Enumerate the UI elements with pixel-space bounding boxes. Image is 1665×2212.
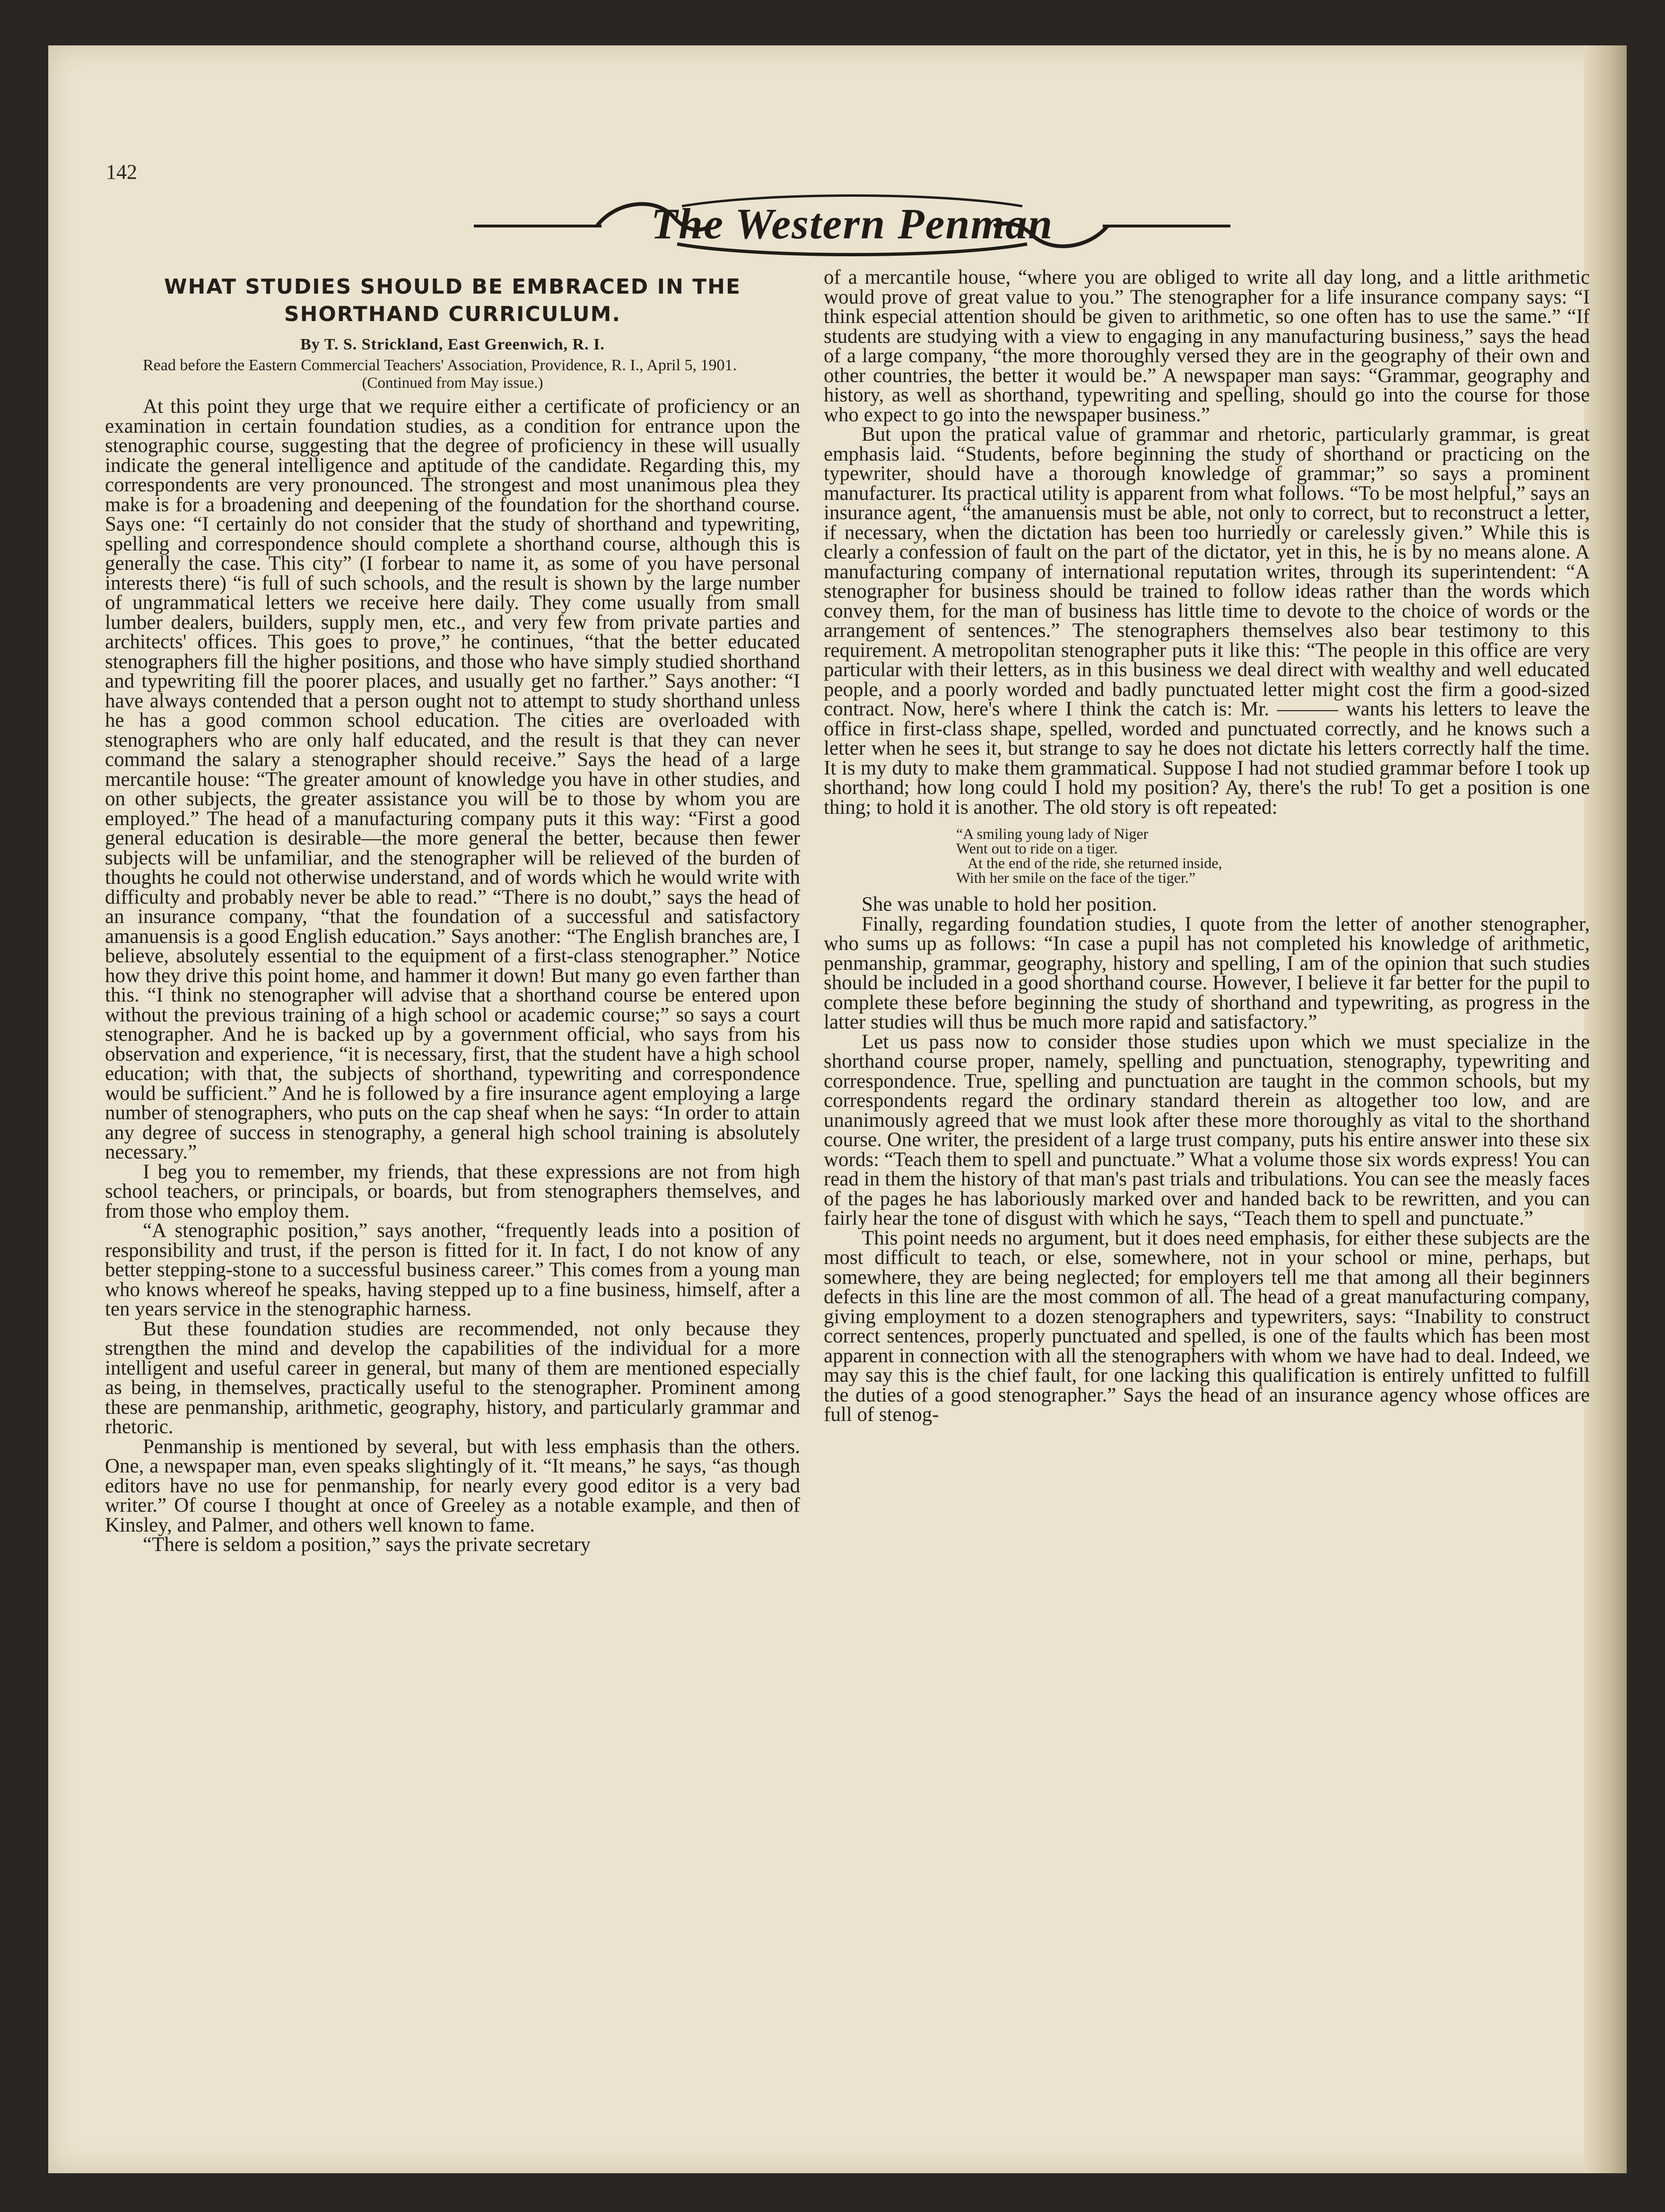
paragraph: “There is seldom a position,” says the private secretary xyxy=(143,1533,591,1556)
paragraph: But upon the pratical value of grammar and rhetoric, particularly grammar, is great emphasis laid. “Students, before beginning the study of shorthand or practicing on the typewriter, should have a thorough knowledge of grammar;” so says a prominent manufacturer. Its practical utility is apparent from what follows. “To be most helpful,” says an insurance agent, “the amanuensis must be able, not only to correct, but to reconstruct a letter, if necessary, when the dictation has been too hurriedly or carelessly given.” While this is clearly a confession of fault on the part of the dictator, yet in this, he is by no means alone. A manufacturing company of international reputation writes, through its superintendent: “A stenographer for business should be trained to follow ideas rather than the words which convey them, for the man of business has little time to devote to the choice of words or the arrangement of sentences.” The stenographers themselves also bear testimony to this requirement. A metropolitan stenographer puts it like this: “The people in this office are very particular with their letters, as in this business we deal direct with wealthy and well educated people, and a poorly worded and badly punctuated letter might cost the firm a good-sized contract. Now, here's where I think the catch is: Mr. ——— wants his letters to leave the office in first-class shape, spelled, worded and punctuated correctly, and he knows such a letter when he sees it, but strange to say he does not dictate his letters correctly half the time. It is my duty to make them grammatical. Suppose I had not studied grammar before I took up shorthand; how long could I hold my position? Ay, there's the rub! To get a position is one thing; to hold it is another. The old story is oft repeated: xyxy=(824,423,1590,819)
page-spine xyxy=(1584,45,1627,2173)
paragraph: Let us pass now to consider those studies upon which we must specialize in the shorthand course proper, namely, spelling and punctuation, stenography, typewriting and correspondence. True, spelling and punctuation are taught in the common schools, but my correspondents regard the ordinary standard therein as altogether too low, and are unanimously agreed that we must look after these more thoroughly as vital to the shorthand course. One writer, the president of a large trust company, puts his entire answer into these six words: “Teach them to spell and punctuate.” What a volume those six words express! You can read in them the history of that man's past trials and tribulations. You can see the measly faces of the pages he has laboriously marked over and handed back to be rewritten, and you can fairly hear the tone of disgust with which he says, “Teach them to spell and punctuate.” xyxy=(824,1030,1590,1229)
article-byline: By T. S. Strickland, East Greenwich, R. I. xyxy=(300,336,605,353)
right-column xyxy=(824,268,1590,1425)
poem-line: At the end of the ride, she returned inside, xyxy=(968,854,1222,871)
continued-note: (Continued from May issue.) xyxy=(362,374,543,392)
paragraph: of a mercantile house, “where you are obliged to write all day long, and a little arithmetic would prove of great value to you.” The stenographer for a life insurance company says: “I think especial attention should be given to arithmetic, so one often has to use the same.” “If students are studying with a view to engaging in any manufacturing business,” says the head of a large company, “the more thoroughly versed they are in the geography of their own and other countries, the better it would be.” A newspaper man says: “Grammar, geography and history, as well as shorthand, typewriting and spelling, should go into the course for those who expect to go into the newspaper business.” xyxy=(824,266,1590,426)
masthead-text: The Western Penman xyxy=(651,200,1054,248)
masthead-logo xyxy=(474,183,1230,263)
poem-quote xyxy=(956,827,1590,885)
paragraph: I beg you to remember, my friends, that these expressions are not from high school teachers, or principals, or boards, but from stenographers themselves, and from those who employ them. xyxy=(105,1160,800,1222)
paragraph: Penmanship is mentioned by several, but with less emphasis than the others. One, a newspaper man, even speaks slightingly of it. “It means,” he says, “as though editors have no use for penmanship, for nearly every good editor is a very bad writer.” Of course I thought at once of Greeley as a notable example, and then of Kinsley, and Palmer, and others well known to fame. xyxy=(105,1435,800,1536)
left-column xyxy=(105,268,800,1555)
article-title: WHAT STUDIES SHOULD BE EMBRACED IN THE SHORTHAND CURRICULUM. xyxy=(164,275,741,326)
poem-line: Went out to ride on a tiger. xyxy=(956,840,1118,857)
magazine-page xyxy=(48,45,1627,2173)
paragraph: At this point they urge that we require either a certificate of proficiency or an examination in certain foundation studies, as a condition for entrance upon the stenographic course, suggesting that the degree of proficiency in these will usually indicate the general intelligence and aptitude of the candidate. Regarding this, my correspondents are very pronounced. The strongest and most unanimous plea they make is for a broadening and deepening of the foundation for the shorthand course. Says one: “I certainly do not consider that the study of shorthand and typewriting, spelling and correspondence should complete a shorthand course, although this is generally the case. This city” (I forbear to name it, as some of you have personal interests there) “is full of such schools, and the result is shown by the large number of ungrammatical letters we receive here daily. They come usually from small lumber dealers, builders, supply men, etc., and very few from private parties and architects' offices. This goes to prove,” he continues, “that the better educated stenographers fill the higher positions, and those who have simply studied shorthand and typewriting fill the poorer places, and usually get no farther.” Says another: “I have always contended that a person ought not to attempt to study shorthand unless he has a good common school education. The cities are overloaded with stenographers who are only half educated, and the result is that they can never command the salary a stenographer should receive.” Says the head of a large mercantile house: “The greater amount of knowledge you have in other studies, and on other subjects, the greater assistance you will be to those by whom you are employed.” The head of a manufacturing company puts it this way: “First a good general education is desirable—the more general the better, because then fewer subjects will be unfamiliar, and the stenographer will be relieved of the burden of thoughts he could not otherwise understand, and of words which he would write with difficulty and probably never be able to read.” “There is no doubt,” says the head of an insurance company, “that the foundation of a successful and satisfactory amanuensis is a good English education.” Says another: “The English branches are, I believe, absolutely essential to the equipment of a first-class stenographer.” Notice how they drive this point home, and hammer it down! But many go even farther than this. “I think no stenographer will advise that a shorthand course be entered upon without the previous training of a high school or academic course;” so says a court stenographer. And he is backed up by a government official, who says from his observation and experience, “it is necessary, first, that the student have a high school education; with that, the subjects of shorthand, typewriting and correspondence would be sufficient.” And he is followed by a fire insurance agent employing a large number of stenographers, who puts on the cap sheaf when he says: “In order to attain any degree of success in stenography, a general high school training is absolutely necessary.” xyxy=(105,395,800,1163)
paragraph: But these foundation studies are recommended, not only because they strengthen the mind and develop the capabilities of the individual for a more intelligent and useful career in general, but many of them are mentioned especially as being, in themselves, practically useful to the stenographer. Prominent among these are penmanship, arithmetic, geography, history, and particularly grammar and rhetoric. xyxy=(105,1317,800,1438)
paragraph: This point needs no argument, but it does need emphasis, for either these subjects are the most difficult to teach, or else, somewhere, not in your school or mine, perhaps, but somewhere, they are being neglected; for employers tell me that among all their beginners defects in this line are the most common of all. The head of a great manufacturing company, giving employment to a dozen stenographers and typewriters, says: “Inability to construct correct sentences, properly punctuated and spelled, is one of the faults which has been most apparent in connection with all the stenographers with whom we have had to deal. Indeed, we may say this is the chief fault, for one lacking this qualification is entirely unfitted to fulfill the duties of a good stenographer.” Says the head of an insurance agency whose offices are full of stenog- xyxy=(824,1227,1590,1426)
page-number: 142 xyxy=(106,160,137,183)
poem-line: “A smiling young lady of Niger xyxy=(956,825,1149,842)
article-note: Read before the Eastern Commercial Teachers' Association, Providence, R. I., April 5, 1901. xyxy=(143,356,737,374)
paragraph: She was unable to hold her position. xyxy=(862,893,1157,915)
poem-line: With her smile on the face of the tiger.” xyxy=(956,869,1196,886)
paragraph: “A stenographic position,” says another, “frequently leads into a position of responsibility and trust, if the person is fitted for it. In fact, I do not know of any better stepping-stone to a successful business career.” This comes from a young man who knows whereof he speaks, having stepped up to a fine business, himself, after a ten years service in the stenographic harness. xyxy=(105,1219,800,1320)
paragraph: Finally, regarding foundation studies, I quote from the letter of another stenographer, who sums up as follows: “In case a pupil has not completed his knowledge of arithmetic, penmanship, grammar, geography, history and spelling, I am of the opinion that such studies should be included in a good shorthand course. However, I believe it far better for the pupil to complete these before beginning the study of shorthand and typewriting, as progress in the latter studies will thus be much more rapid and satisfactory.” xyxy=(824,913,1590,1033)
